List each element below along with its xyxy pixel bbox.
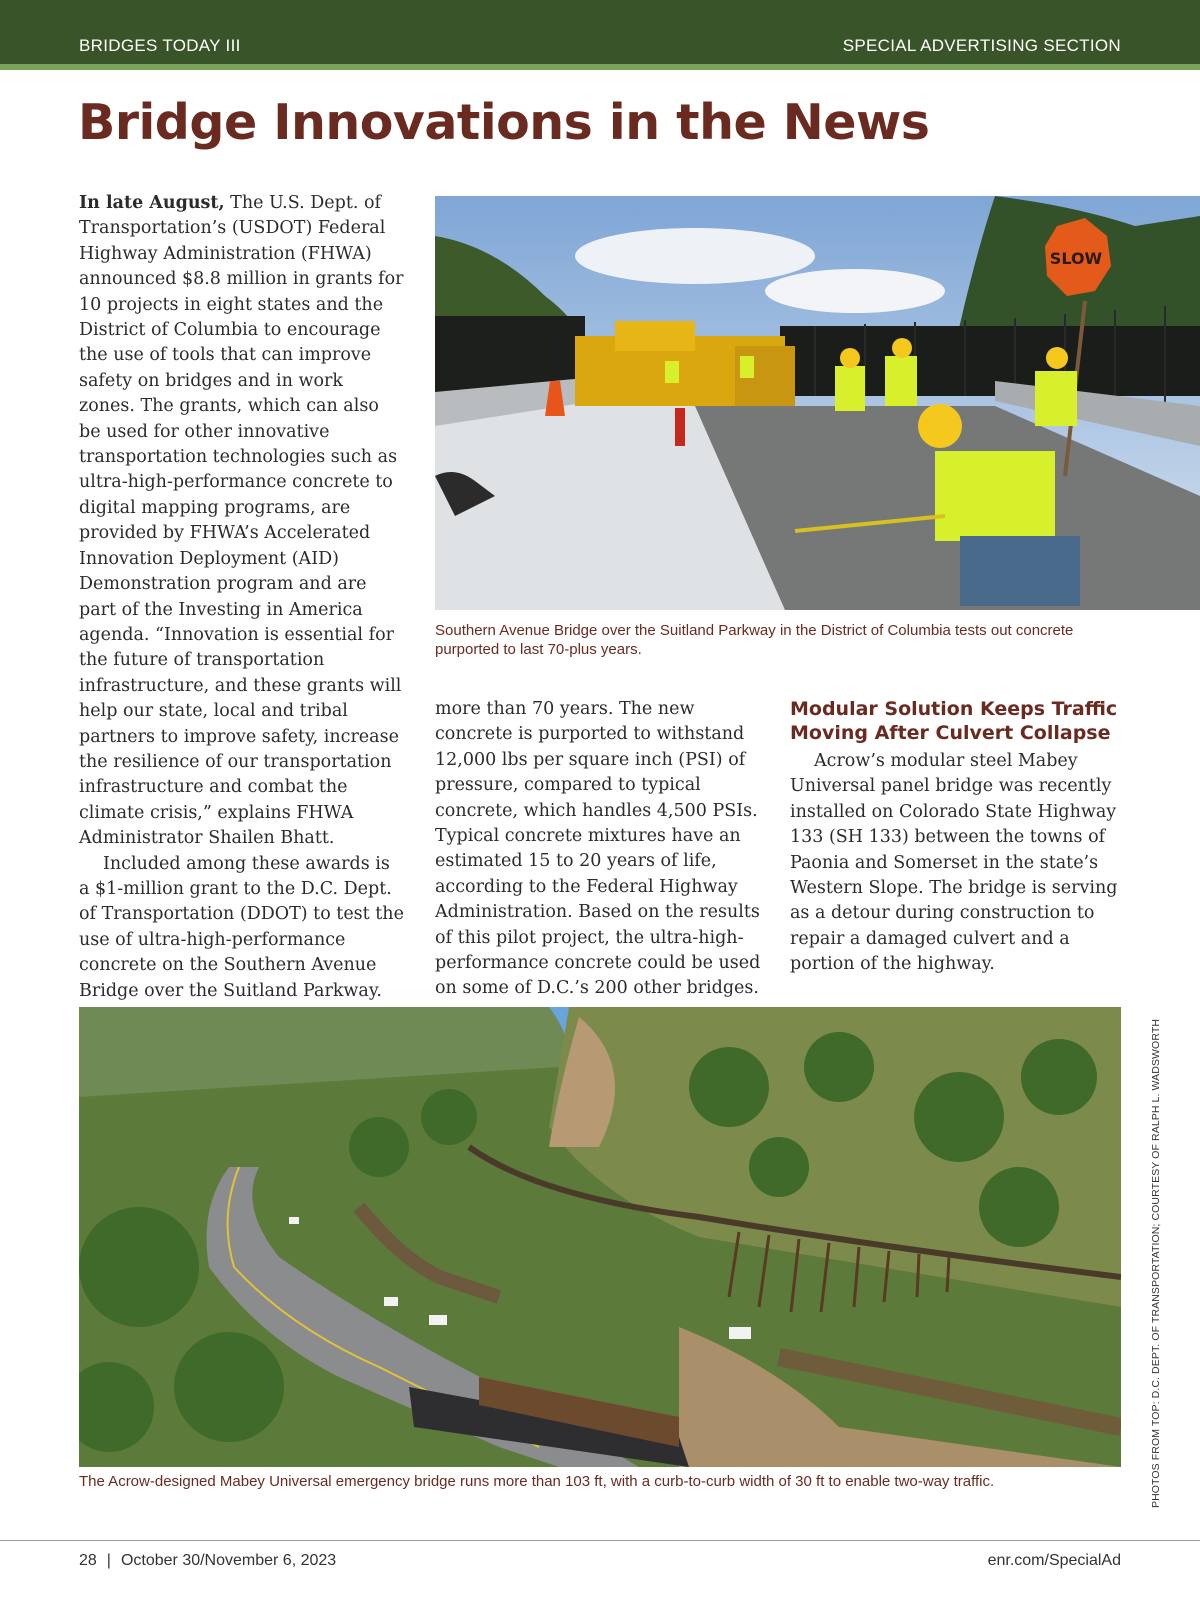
article-column-2	[435, 697, 770, 1002]
bottom-photo-caption: The Acrow-designed Mabey Universal emergency bridge runs more than 103 ft, with a curb-to-curb width of 30 ft to enable two-way traffic.	[79, 1473, 995, 1490]
southern-avenue-bridge-photo	[435, 196, 1200, 610]
footer-separator: |	[106, 1552, 111, 1569]
article-paragraph-3: more than 70 years. The new concrete is purported to withstand 12,000 lbs per square inch (PSI) of pressure, compared to typical concrete, which handles 4,500 PSIs. Typical concrete mixtures have an estimated 15 to 20 years of life, according to the Federal Highway Administration. Based on the results of this pilot project, the ultra-high-performance concrete could be used on some of D.C.’s 200 other bridges.	[435, 699, 761, 999]
article-column-1	[79, 191, 404, 1080]
special-section-label: SPECIAL ADVERTISING SECTION	[842, 36, 1121, 55]
top-photo-caption: Southern Avenue Bridge over the Suitland Parkway in the District of Columbia tests out concrete purported to last 70-plus years.	[435, 622, 1074, 658]
paragraph-text: The U.S. Dept. of Transportation’s (USDOT) Federal Highway Administration (FHWA) announced $8.8 million in grants for 10 projects in eight states and the District of Columbia to encourage the use of tools that can improve safety on bridges and in work zones. The grants, which can also be used for other innovative transportation technologies such as ultra-high-performance concrete to digital mapping programs, are provided by FHWA’s Accelerated Innovation Deployment (AID) Demonstration program and are part of the Investing in America agenda. “Innovation is essential for the future of transportation infrastructure, and these grants will help our state, local and tribal partners to improve safety, increase the resilience of our transportation infrastructure and combat the climate crisis,” explains FHWA Administrator Shailen Bhatt.	[79, 193, 404, 849]
article-paragraph-1	[79, 191, 404, 852]
slow-sign-text: SLOW	[1049, 249, 1103, 268]
article-paragraph-2: Included among these awards is a $1-million grant to the D.C. Dept. of Transportation (DDOT) to test the use of ultra-high-performance concrete on the Southern Avenue Bridge over the Suitland Parkway.	[79, 853, 404, 1001]
footer-left	[79, 1552, 336, 1570]
photo-credit: PHOTOS FROM TOP: D.C. DEPT. OF TRANSPORTATION; COURTESY OF RALPH L. WADSWORTH	[1150, 1018, 1162, 1508]
article-column-3	[790, 697, 1120, 978]
section-title: BRIDGES TODAY III	[79, 36, 241, 55]
article-paragraph-4: Acrow’s modular steel Mabey Universal panel bridge was recently installed on Colorado State Highway 133 (SH 133) between the towns of Paonia and Somerset in the state’s Western Slope. The bridge is serving as a detour during construction to repair a damaged culvert and a portion of the highway.	[790, 751, 1118, 975]
header-accent-line	[0, 64, 1200, 70]
section-subhead: Modular Solution Keeps Traffic Moving After Culvert Collapse	[790, 698, 1118, 744]
footer-divider	[0, 1540, 1200, 1541]
section-header-bar	[0, 0, 1200, 64]
mabey-bridge-aerial-photo	[79, 1007, 1121, 1467]
lead-in: In late August,	[79, 193, 225, 213]
issue-date: October 30/November 6, 2023	[120, 1552, 337, 1569]
page-number: 28	[79, 1552, 97, 1569]
page-headline: Bridge Innovations in the News	[78, 94, 930, 151]
footer-url[interactable]: enr.com/SpecialAd	[987, 1552, 1121, 1569]
